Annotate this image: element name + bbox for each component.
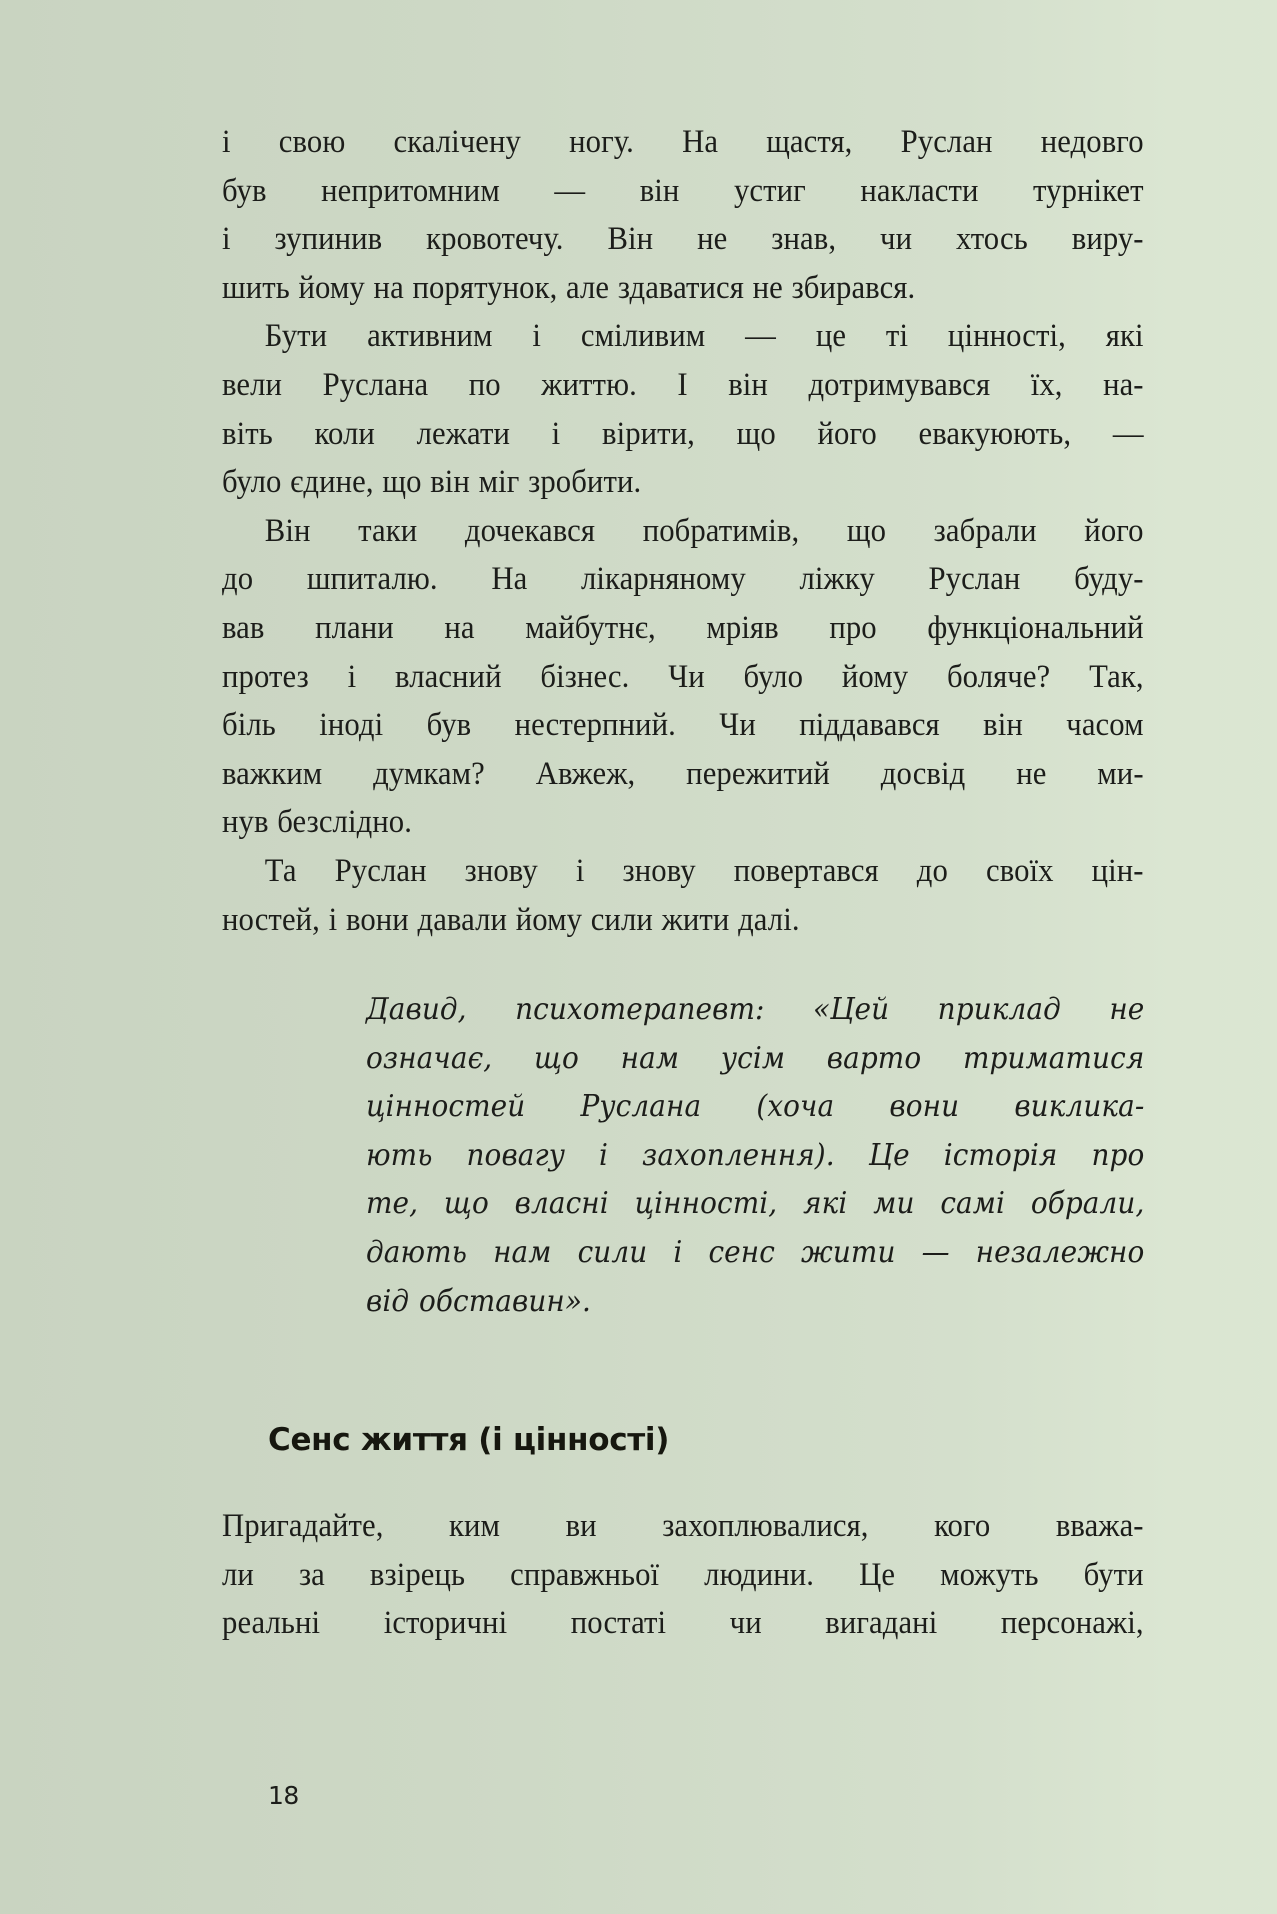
section-paragraph (222, 1502, 1144, 1648)
text-line: біль іноді був нестерпний. Чи піддавався він часом (222, 707, 1144, 744)
text-line: вав плани на майбутнє, мріяв про функціональний (222, 609, 1144, 646)
text-line: ностей, і вони давали йому сили жити далі. (222, 901, 800, 938)
quote-block (366, 986, 1144, 1326)
page-number: 18 (268, 1781, 299, 1810)
text-line: протез і власний бізнес. Чи було йому боляче? Так, (222, 658, 1144, 695)
text-line: і свою скалічену ногу. На щастя, Руслан недовго (222, 124, 1144, 160)
section-heading: Сенс життя (і цінності) (268, 1422, 670, 1459)
paragraph-2 (222, 312, 1144, 506)
text-line: ли за взірець справжньої людини. Це можуть бути (222, 1556, 1144, 1593)
quote-line: Давид, психотерапевт: «Цей приклад не (366, 992, 1145, 1028)
quote-line: ють повагу і захоплення). Це історія про (366, 1137, 1145, 1173)
quote-line: означає, що нам усім варто триматися (366, 1040, 1145, 1076)
text-line: до шпиталю. На лікарняному ліжку Руслан буду- (222, 561, 1144, 598)
quote-line: дають нам сили і сенс жити — незалежно (366, 1235, 1145, 1271)
quote-line: цінностей Руслана (хоча вони виклика- (366, 1089, 1145, 1125)
book-page (222, 118, 1144, 1648)
paragraph-1 (222, 118, 1144, 312)
text-line: вели Руслана по життю. І він дотримувався їх, на- (222, 366, 1144, 403)
text-line: Він таки дочекався побратимів, що забрали його (264, 512, 1144, 549)
text-line: Пригадайте, ким ви захоплювалися, кого вважа- (222, 1508, 1144, 1545)
text-line: реальні історичні постаті чи вигадані персонажі, (222, 1605, 1144, 1642)
text-line: було єдине, що він міг зробити. (222, 464, 642, 501)
paragraph-4 (222, 847, 1144, 944)
text-line: нув безслідно. (222, 804, 413, 841)
text-line: був непритомним — він устиг накласти турнікет (222, 172, 1144, 209)
quote-line: від обставин». (366, 1283, 592, 1319)
text-line: віть коли лежати і вірити, що його евакуюють, — (222, 415, 1144, 452)
text-line: шить йому на порятунок, але здаватися не збирався. (222, 269, 916, 306)
quote-line: те, що власні цінності, які ми самі обрали, (366, 1186, 1145, 1222)
text-line: Бути активним і сміливим — це ті цінності, які (264, 318, 1144, 355)
paragraph-3 (222, 507, 1144, 847)
text-line: і зупинив кровотечу. Він не знав, чи хтось виру- (222, 221, 1144, 258)
page-edge-highlight (1157, 0, 1277, 1914)
text-line: важким думкам? Авжеж, пережитий досвід не ми- (222, 755, 1144, 792)
text-line: Та Руслан знову і знову повертався до своїх цін- (264, 852, 1144, 889)
quote-text (366, 986, 1144, 1326)
